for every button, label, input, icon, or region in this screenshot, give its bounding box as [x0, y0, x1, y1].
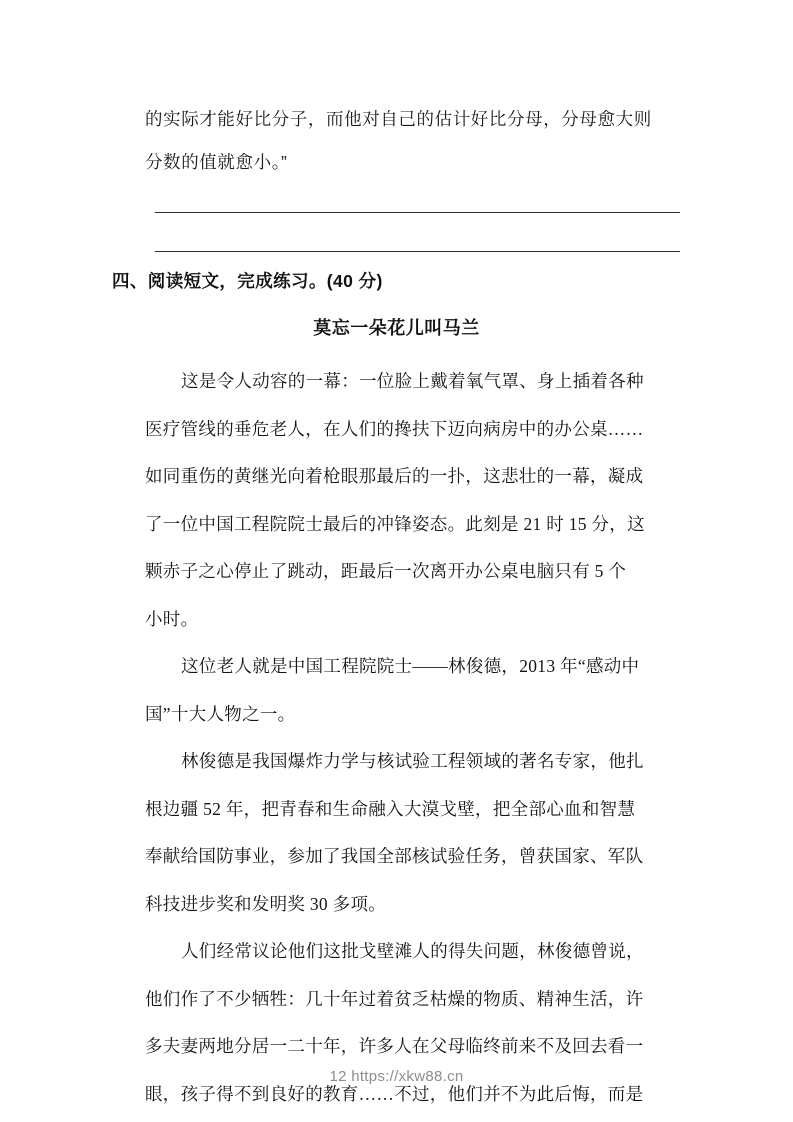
paragraph	[145, 738, 682, 928]
answer-rule	[155, 212, 680, 213]
body-line: 科技进步奖和发明奖 30 多项。	[145, 893, 387, 914]
paragraph	[145, 643, 682, 738]
body-line: 根边疆 52 年，把青春和生命融入大漠戈壁，把全部心血和智慧	[145, 798, 636, 819]
body-line: 奉献给国防事业，参加了我国全部核试验任务，曾获国家、军队	[145, 846, 644, 866]
body-line: 他们作了不少牺牲：几十年过着贫乏枯燥的物质、精神生活，许	[145, 988, 644, 1009]
body-line: 国”十大人物之一。	[145, 703, 296, 724]
section-heading-four: 四、阅读短文，完成练习。(40 分)	[112, 271, 383, 291]
page-footer: 12 https://xkw88.cn	[329, 1068, 464, 1085]
paragraph	[145, 928, 682, 1118]
body-line: 如同重伤的黄继光向着枪眼那最后的一扑，这悲壮的一幕，凝成	[145, 466, 644, 486]
continuation-line: 的实际才能好比分子，而他对自己的估计好比分母，分母愈大则	[145, 109, 652, 129]
body-line: 颗赤子之心停止了跳动，距最后一次离开办公桌电脑只有 5 个	[145, 561, 627, 581]
article-title: 莫忘一朵花儿叫马兰	[313, 318, 480, 338]
continuation-line: 分数的值就愈小。”	[145, 152, 288, 172]
body-line: 多夫妻两地分居一二十年，许多人在父母临终前来不及回去看一	[145, 1036, 644, 1056]
body-line: 了一位中国工程院院士最后的冲锋姿态。此刻是 21 时 15 分，这	[145, 513, 645, 534]
continuation-text-block	[145, 98, 685, 184]
body-line: 小时。	[145, 608, 199, 629]
body-line: 这是令人动容的一幕：一位脸上戴着氧气罩、身上插着各种	[181, 371, 644, 391]
body-line: 林俊德是我国爆炸力学与核试验工程领域的著名专家，他扎	[181, 751, 644, 771]
article-body	[145, 358, 682, 1118]
body-line: 眼，孩子得不到良好的教育……不过，他们并不为此后悔，而是	[145, 1083, 644, 1104]
body-line: 医疗管线的垂危老人，在人们的搀扶下迈向病房中的办公桌……	[145, 418, 644, 439]
paragraph	[145, 358, 682, 643]
body-line: 人们经常议论他们这批戈壁滩人的得失问题，林俊德曾说，	[181, 941, 644, 961]
answer-rule	[155, 251, 680, 252]
body-line: 这位老人就是中国工程院院士——林俊德，2013 年“感动中	[181, 656, 640, 676]
